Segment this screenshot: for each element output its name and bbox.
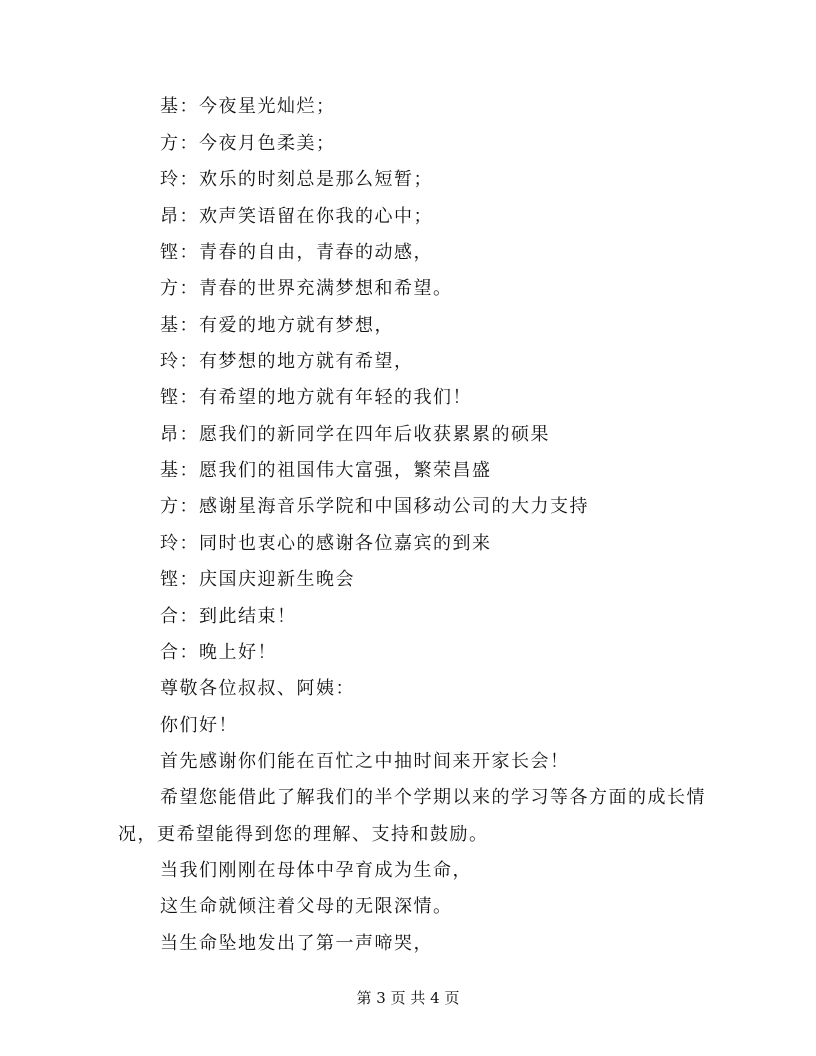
text-line: 玲：欢乐的时刻总是那么短暂；: [160, 169, 433, 190]
text-line: 玲：有梦想的地方就有希望，: [160, 351, 414, 372]
text-line: 当我们刚刚在母体中孕育成为生命，: [160, 860, 472, 881]
text-line: 方：青春的世界充满梦想和希望。: [160, 278, 453, 299]
text-line: 铿：有希望的地方就有年轻的我们！: [160, 387, 472, 408]
text-line: 铿：庆国庆迎新生晚会: [160, 569, 355, 590]
text-line: 基：今夜星光灿烂；: [160, 96, 336, 117]
text-line: 玲：同时也衷心的感谢各位嘉宾的到来: [160, 533, 492, 554]
text-line: 方：今夜月色柔美；: [160, 133, 336, 154]
text-line: 首先感谢你们能在百忙之中抽时间来开家长会！: [160, 751, 570, 772]
text-line: 尊敬各位叔叔、阿姨：: [160, 678, 355, 699]
text-line: 基：有爱的地方就有梦想，: [160, 315, 394, 336]
page-number: 第 3 页 共 4 页: [356, 989, 460, 1007]
text-line: 基：愿我们的祖国伟大富强，繁荣昌盛: [160, 460, 492, 481]
text-line: 当生命坠地发出了第一声啼哭，: [160, 933, 433, 954]
text-line: 这生命就倾注着父母的无限深情。: [160, 896, 453, 917]
text-line: 合：晚上好！: [160, 642, 277, 663]
text-line: 昂：愿我们的新同学在四年后收获累累的硕果: [160, 424, 550, 445]
text-line: 方：感谢星海音乐学院和中国移动公司的大力支持: [160, 496, 589, 517]
text-line: 希望您能借此了解我们的半个学期以来的学习等各方面的成长情: [160, 787, 706, 808]
text-line: 况，更希望能得到您的理解、支持和鼓励。: [118, 824, 489, 845]
text-line: 铿：青春的自由，青春的动感，: [160, 242, 433, 263]
text-line: 昂：欢声笑语留在你我的心中；: [160, 206, 433, 227]
page-footer: [0, 988, 816, 1008]
text-line: 你们好！: [160, 715, 238, 736]
text-line: 合：到此结束！: [160, 606, 297, 627]
